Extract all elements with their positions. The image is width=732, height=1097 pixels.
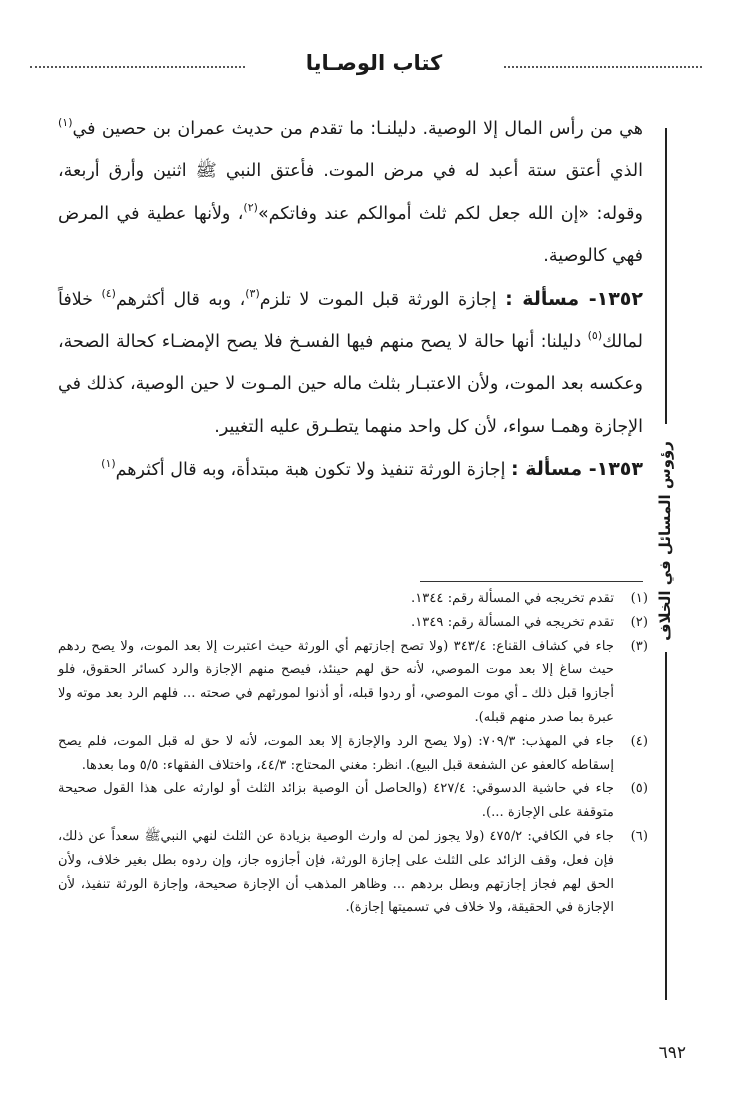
paragraph-text: الذي أعتق ستة أعبد له في مرض الموت. فأعتق النبي ﷺ اثنين وأرق أربعة، وقوله: «إن الله جعل لكم ثلث أموالكم عند وفاتكم» bbox=[58, 161, 643, 224]
footnote-number: (٣) bbox=[630, 638, 648, 654]
footnotes bbox=[58, 587, 648, 920]
footnote-ref[interactable]: (٢) bbox=[243, 200, 258, 214]
footnote-text: جاء في كشاف القناع: ٣٤٣/٤ (ولا تصح إجازتهم أي الورثة حيث اعتبرت إلا بعد الموت، ولا يصح ردهم حيث ساغ إلا بعد موت الموصي، لأنه حق لهم حينئذ، فيصح منهم الإجازة والرد كسائر الحقوق، فلو أجازوا قبل ذلك ـ أي موت الموصي، أو ردوا قبله، أو أذنوا لمورثهم في صحته ... فلهم الرد بعد موته ولا عبرة بما صدر منهم قبله). bbox=[58, 638, 614, 725]
issue-1352 bbox=[58, 278, 643, 449]
main-text bbox=[58, 108, 643, 492]
footnote-text: جاء في حاشية الدسوقي: ٤٢٧/٤ (والحاصل أن الوصية بزائد الثلث أو لوارثه على هذا القول صحيحة متوقفة على الإجازة ...). bbox=[58, 781, 614, 821]
footnote-ref[interactable]: (٣) bbox=[245, 286, 260, 300]
paragraph-text: دليلنا: أنها حالة لا يصح منهم فيها الفسـخ فلا يصح الإمضـاء كحالة الصحة، وعكسه بعد الموت، ولأن الاعتبـار بثلث ماله حين المـوت لا حين الوصية، كذلك في الإجازة وهمـا سواء، لأن كل واحد منهما يتطـرق عليه التغيير. bbox=[58, 332, 643, 437]
footnote-text: تقدم تخريجه في المسألة رقم: ١٣٤٩. bbox=[410, 614, 614, 630]
paragraph-text: إجازة الورثة قبل الموت لا تلزم bbox=[259, 289, 506, 310]
header-rule-right bbox=[504, 66, 702, 68]
issue-number-label: ١٣٥٢- مسألة : bbox=[505, 287, 643, 310]
header-rule-left bbox=[30, 66, 245, 68]
footnote-number: (٥) bbox=[630, 781, 648, 797]
running-header-title: كتاب الوصـايا bbox=[305, 51, 443, 75]
issue-number-label: ١٣٥٣- مسألة : bbox=[511, 458, 643, 481]
footnote-text: تقدم تخريجه في المسألة رقم: ١٣٤٤. bbox=[410, 591, 614, 606]
footnote-number: (٢) bbox=[630, 614, 648, 630]
issue-1353 bbox=[58, 448, 643, 491]
paragraph-text: هي من رأس المال إلا الوصية. دليلنـا: ما تقدم من حديث عمران بن حصين في bbox=[72, 119, 643, 139]
paragraph-continuation bbox=[58, 108, 643, 278]
footnote-4 bbox=[58, 730, 648, 778]
paragraph-text: ، ولأنها عطية في المرض فهي كالوصية. bbox=[58, 203, 643, 267]
side-rule-top bbox=[665, 128, 667, 424]
footnote-2 bbox=[58, 611, 648, 635]
footnote-ref[interactable]: (٤) bbox=[101, 286, 116, 300]
page-number: ٦٩٢ bbox=[658, 1043, 686, 1063]
paragraph-text: إجازة الورثة تنفيذ ولا تكون هبة مبتدأة، وبه قال أكثرهم bbox=[115, 460, 511, 481]
footnote-3 bbox=[58, 635, 648, 730]
footnote-6 bbox=[58, 825, 648, 920]
footnote-1 bbox=[58, 587, 648, 611]
footnote-separator bbox=[420, 581, 643, 582]
footnote-ref[interactable]: (٥) bbox=[587, 329, 603, 343]
side-margin-title: رؤوس المسائل في الخلاف bbox=[656, 441, 674, 641]
side-rule-bottom bbox=[665, 652, 667, 1000]
paragraph-text: ، وبه قال أكثرهم bbox=[115, 289, 246, 310]
footnote-text: جاء في الكافي: ٤٧٥/٢ (ولا يجوز لمن له وارث الوصية بزيادة عن الثلث لنهي النبيﷺ سعداً عن ذلك، فإن فعل، وقف الزائد على الثلث على إجازة الورثة، فإن أجازوه جاز، وإن ردوه بطل بغير خلاف، ولأن الحق لهم فجاز إجازتهم وبطل بردهم ... وظاهر المذهب أن الإجازة صحيحة، وإجازة الورثة تنفيذ، لأن الإجازة في الحقيقة، ولا خلاف في تسميتها إجازة). bbox=[58, 828, 614, 916]
footnote-number: (٤) bbox=[630, 733, 648, 749]
footnote-5 bbox=[58, 777, 648, 825]
paragraph-text: خلافاً لمالك bbox=[58, 289, 643, 353]
footnote-number: (١) bbox=[630, 591, 648, 606]
footnote-ref[interactable]: (١) bbox=[58, 116, 73, 129]
footnote-number: (٦) bbox=[630, 828, 648, 844]
footnote-ref[interactable]: (١) bbox=[101, 457, 116, 471]
footnote-text: جاء في المهذب: ٧٠٩/٣: (ولا يصح الرد والإجازة إلا بعد الموت، لأنه لا حق له قبل الموت، فلم يصح إسقاطه كالعفو عن الشفعة قبل البيع). انظر: مغني المحتاج: ٤٤/٣، واختلاف الفقهاء: ٥/٥ وما بعدها. bbox=[58, 733, 614, 773]
